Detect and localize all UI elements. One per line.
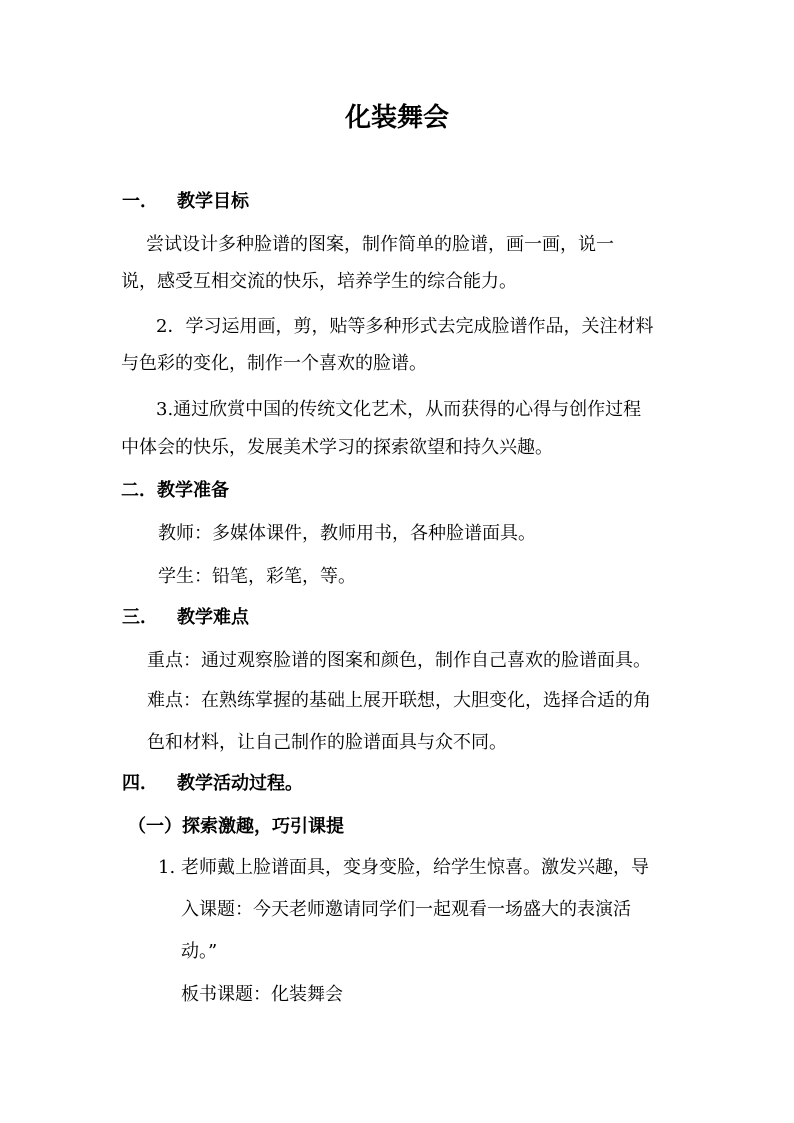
process-step-1-line-3: 动。” [181,941,218,962]
difficulty-hard-point-line-2: 色和材料，让自己制作的脸谱面具与众不同。 [147,732,507,753]
process-step-1-line-2: 入课题：今天老师邀请同学们一起观看一场盛大的表演活 [181,899,631,920]
goal-item-1-line-2: 说，感受互相交流的快乐，培养学生的综合能力。 [121,271,517,292]
section-process-number: 四． [122,773,158,794]
process-sub1-heading: （一）探索激趣，巧引课提 [128,816,344,837]
goal-item-1-line-1: 尝试设计多种脸谱的图案，制作简单的脸谱，画一画，说一 [146,234,614,255]
process-step-1-line-1: 老师戴上脸谱面具，变身变脸，给学生惊喜。激发兴趣，导 [181,857,649,878]
difficulty-hard-point-line-1: 难点：在熟练掌握的基础上展开联想，大胆变化，选择合适的角 [147,690,651,711]
goal-item-3-line-1: 3.通过欣赏中国的传统文化艺术，从而获得的心得与创作过程 [156,399,642,420]
section-preparation-heading: 二．教学准备 [121,480,229,501]
difficulty-key-point: 重点：通过观察脸谱的图案和颜色，制作自己喜欢的脸谱面具。 [147,650,651,671]
process-step-1-number: 1. [158,857,176,878]
goal-item-2-line-2: 与色彩的变化，制作一个喜欢的脸谱。 [121,353,427,374]
section-goals-number: 一． [122,191,158,212]
section-process-heading: 教学活动过程。 [177,773,303,794]
goal-item-3-line-2: 中体会的快乐，发展美术学习的探索欲望和持久兴趣。 [121,437,553,458]
preparation-teacher: 教师：多媒体课件，教师用书，各种脸谱面具。 [158,523,536,544]
preparation-student: 学生：铅笔，彩笔，等。 [158,566,356,587]
process-board-title: 板书课题：化装舞会 [181,984,343,1005]
document-title: 化装舞会 [344,103,449,133]
section-difficulty-number: 三． [122,607,158,628]
section-difficulty-heading: 教学难点 [177,607,249,628]
section-goals-heading: 教学目标 [177,191,249,212]
goal-item-2-line-1: 2．学习运用画，剪，贴等多种形式去完成脸谱作品，关注材料 [156,316,654,337]
